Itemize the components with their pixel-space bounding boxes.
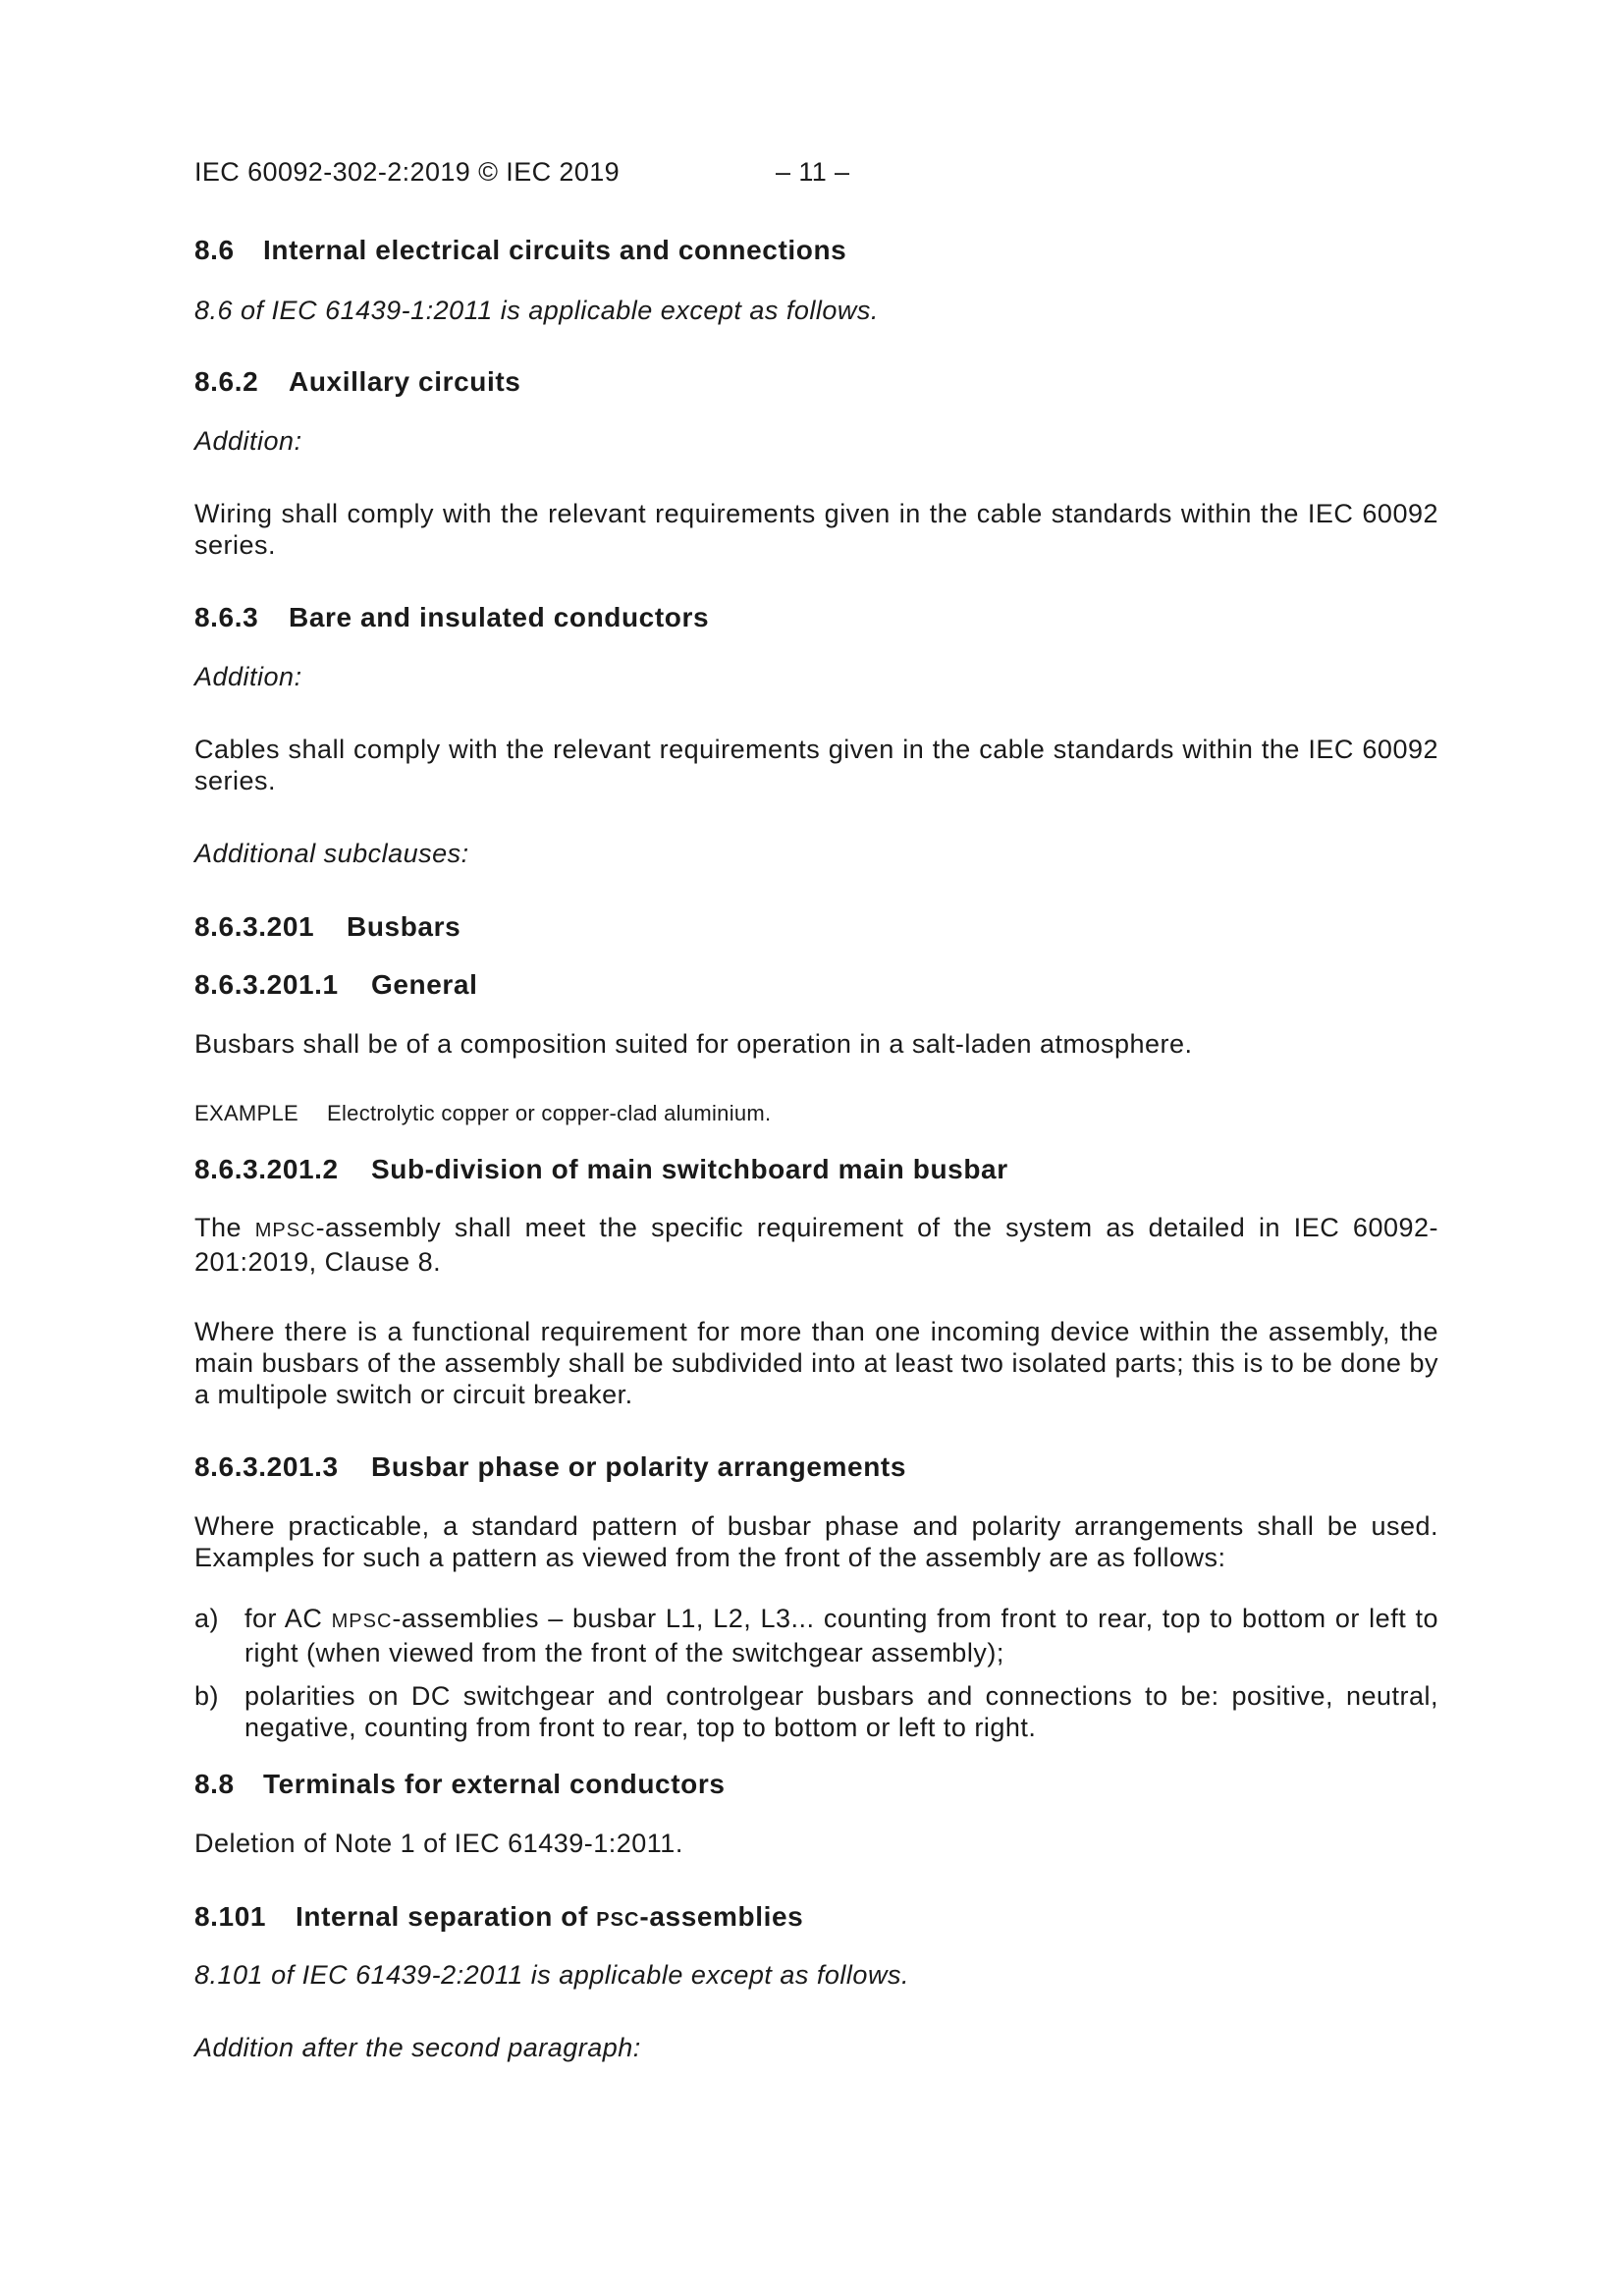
heading-number: 8.6.3 bbox=[194, 602, 259, 632]
doc-reference: IEC 60092-302-2:2019 © IEC 2019 bbox=[194, 157, 621, 187]
heading-8-6-3-201-3 bbox=[194, 1450, 1438, 1484]
list-marker: a) bbox=[194, 1604, 220, 1633]
heading-title: Internal separation of bbox=[296, 1901, 597, 1932]
heading-8-6-2 bbox=[194, 365, 1438, 399]
list-marker: b) bbox=[194, 1681, 220, 1711]
example-text: Electrolytic copper or copper-clad aluminium. bbox=[327, 1101, 772, 1125]
heading-8-6-3-201-1 bbox=[194, 968, 1438, 1002]
heading-title: General bbox=[371, 969, 478, 1000]
list-item-b bbox=[194, 1680, 1438, 1743]
heading-title: Busbars bbox=[347, 911, 461, 942]
heading-number: 8.6.3.201.2 bbox=[194, 1154, 339, 1184]
paragraph-8-6-3-201-3: Where practicable, a standard pattern of busbar phase and polarity arrangements shall be used. Examples for such a pattern as viewed from the front of the assembly are as follows: bbox=[194, 1511, 1438, 1572]
heading-title: Bare and insulated conductors bbox=[289, 602, 710, 632]
text-run: -assembly shall meet the specific requirement of the system as detailed in IEC 60092-201:2019, Clause 8. bbox=[194, 1213, 1438, 1277]
heading-title: Sub-division of main switchboard main busbar bbox=[371, 1154, 1008, 1184]
heading-8-101 bbox=[194, 1900, 1438, 1937]
heading-number: 8.6.3.201 bbox=[194, 911, 315, 942]
intro-8-6: 8.6 of IEC 61439-1:2011 is applicable except as follows. bbox=[194, 296, 879, 325]
heading-number: 8.101 bbox=[194, 1901, 267, 1932]
heading-title: Internal electrical circuits and connections bbox=[263, 235, 847, 265]
paragraph-8-6-3-201-2-b: Where there is a functional requirement for more than one incoming device within the assembly, the main busbars of the assembly shall be subdivided into at least two isolated parts; this is to be done by a multipole switch or circuit breaker. bbox=[194, 1317, 1438, 1409]
paragraph-8-6-3-201-1: Busbars shall be of a composition suited for operation in a salt-laden atmosphere. bbox=[194, 1029, 1193, 1059]
list-item-text bbox=[244, 1603, 1438, 1668]
text-run: The bbox=[194, 1213, 255, 1242]
abbreviation-mpsc: MPSC bbox=[331, 1611, 393, 1632]
addition-label-8-6-3: Addition: bbox=[194, 662, 302, 691]
heading-title-suffix: -assemblies bbox=[639, 1901, 804, 1932]
paragraph-8-8: Deletion of Note 1 of IEC 61439-1:2011. bbox=[194, 1829, 683, 1858]
heading-8-6-3 bbox=[194, 601, 1438, 634]
heading-8-6-3-201-2 bbox=[194, 1153, 1438, 1186]
example-note bbox=[194, 1099, 1438, 1128]
abbreviation-psc: PSC bbox=[596, 1909, 640, 1931]
text-run: for AC bbox=[244, 1604, 332, 1633]
example-label: EXAMPLE bbox=[194, 1101, 299, 1125]
text-run: -assemblies – busbar L1, L2, L3... counting from front to rear, top to bottom or left to right (when viewed from the front of the switchgear assembly); bbox=[244, 1604, 1439, 1667]
addition-label-8-6-2: Addition: bbox=[194, 426, 302, 456]
addition-label-8-101: Addition after the second paragraph: bbox=[194, 2033, 641, 2062]
abbreviation-mpsc: MPSC bbox=[254, 1220, 316, 1241]
heading-8-6 bbox=[194, 234, 1438, 267]
paragraph-8-6-3-201-2-a bbox=[194, 1212, 1438, 1278]
heading-8-8 bbox=[194, 1768, 1438, 1801]
heading-title: Busbar phase or polarity arrangements bbox=[371, 1451, 907, 1482]
heading-number: 8.6 bbox=[194, 235, 235, 265]
page-header bbox=[194, 155, 1438, 189]
heading-8-6-3-201 bbox=[194, 910, 1438, 944]
heading-number: 8.8 bbox=[194, 1769, 235, 1799]
paragraph-8-6-2: Wiring shall comply with the relevant requirements given in the cable standards within the IEC 60092 series. bbox=[194, 499, 1438, 560]
additional-subclauses-label: Additional subclauses: bbox=[194, 839, 469, 868]
list-item-a bbox=[194, 1603, 1438, 1668]
heading-number: 8.6.3.201.1 bbox=[194, 969, 339, 1000]
intro-8-101: 8.101 of IEC 61439-2:2011 is applicable except as follows. bbox=[194, 1960, 909, 1990]
heading-number: 8.6.2 bbox=[194, 366, 259, 397]
heading-title: Terminals for external conductors bbox=[263, 1769, 726, 1799]
list-item-text: polarities on DC switchgear and controlgear busbars and connections to be: positive, neutral, negative, counting from front to rear, top to bottom or left to right. bbox=[244, 1681, 1438, 1742]
page-number: – 11 – bbox=[776, 157, 850, 187]
heading-number: 8.6.3.201.3 bbox=[194, 1451, 339, 1482]
paragraph-8-6-3: Cables shall comply with the relevant requirements given in the cable standards within the IEC 60092 series. bbox=[194, 735, 1438, 795]
heading-title: Auxillary circuits bbox=[289, 366, 521, 397]
